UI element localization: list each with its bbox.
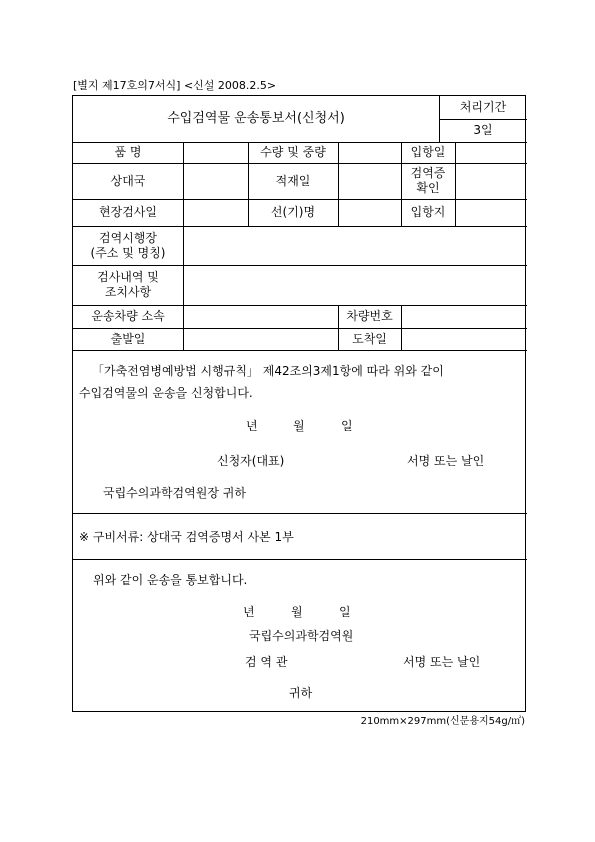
departure-date-label: 출발일 bbox=[110, 331, 146, 346]
item-name-field[interactable] bbox=[183, 142, 248, 163]
notice-month: 월 bbox=[291, 605, 303, 619]
application-text-line2: 수입검역물의 운송을 신청합니다. bbox=[79, 386, 253, 400]
destination-arrival-field[interactable] bbox=[401, 328, 527, 350]
inspection-date-field[interactable] bbox=[183, 199, 248, 226]
quarantine-cert-label-line1: 검역증 bbox=[410, 166, 446, 180]
form-number-note: [별지 제17호의7서식] <신설 2008.2.5> bbox=[73, 79, 277, 92]
vehicle-affiliation-label: 운송차량 소속 bbox=[91, 309, 165, 323]
required-documents-note: ※ 구비서류: 상대국 검역증명서 사본 1부 bbox=[79, 530, 294, 544]
inspection-result-label-line1: 검사내역 및 bbox=[97, 270, 159, 284]
ship-name-field[interactable] bbox=[338, 199, 401, 226]
quarantine-cert-label bbox=[401, 163, 455, 199]
paper-size-note: 210mm×297mm(신문용지54g/㎡) bbox=[360, 716, 525, 727]
inspection-site-field[interactable] bbox=[183, 226, 527, 265]
officer-signature-label: 서명 또는 날인 bbox=[403, 655, 481, 669]
transport-notice-form bbox=[72, 95, 526, 712]
arrival-date-label: 입항일 bbox=[410, 145, 446, 159]
loading-date-field[interactable] bbox=[338, 163, 401, 199]
notice-day: 일 bbox=[339, 605, 351, 619]
port-of-entry-label: 입항지 bbox=[410, 205, 446, 219]
ship-name-label: 선(기)명 bbox=[270, 205, 316, 219]
loading-date-label: 적재일 bbox=[275, 173, 311, 188]
application-year: 년 bbox=[246, 419, 258, 433]
inspection-site-label-line1: 검역시행장 bbox=[99, 230, 157, 245]
inspection-date-label: 현장검사일 bbox=[99, 205, 157, 219]
applicant-label: 신청자(대표) bbox=[217, 454, 285, 468]
quarantine-officer-label: 검 역 관 bbox=[245, 655, 288, 669]
counterpart-country-label: 상대국 bbox=[110, 173, 146, 188]
departure-date-field[interactable] bbox=[183, 328, 338, 350]
destination-arrival-label: 도착일 bbox=[352, 331, 387, 346]
inspection-result-label-line2: 조치사항 bbox=[104, 285, 152, 299]
notice-text: 위와 같이 운송을 통보합니다. bbox=[93, 573, 248, 587]
item-name-label: 품 명 bbox=[114, 145, 142, 159]
inspection-site-label bbox=[73, 226, 183, 265]
notice-year: 년 bbox=[243, 605, 255, 619]
inspection-site-label-line2: (주소 및 명칭) bbox=[90, 245, 166, 260]
inspection-result-field[interactable] bbox=[183, 265, 527, 305]
form-title: 수입검역물 운송통보서(신청서) bbox=[167, 110, 345, 126]
vehicle-number-label: 차량번호 bbox=[346, 309, 393, 323]
arrival-date-field[interactable] bbox=[455, 142, 527, 163]
processing-period-label: 처리기간 bbox=[459, 100, 507, 114]
counterpart-country-field[interactable] bbox=[183, 163, 248, 199]
processing-period-value: 3일 bbox=[473, 123, 493, 137]
application-day: 일 bbox=[341, 419, 353, 433]
port-of-entry-field[interactable] bbox=[455, 199, 527, 226]
quantity-weight-label: 수량 및 중량 bbox=[260, 145, 326, 159]
inspection-result-label bbox=[73, 265, 183, 305]
quarantine-cert-field[interactable] bbox=[455, 163, 527, 199]
notice-agency: 국립수의과학검역원 bbox=[249, 629, 354, 643]
notice-addressee: 귀하 bbox=[289, 686, 313, 700]
vehicle-affiliation-field[interactable] bbox=[183, 305, 338, 328]
application-addressee: 국립수의과학검역원장 귀하 bbox=[103, 486, 246, 500]
quarantine-cert-label-line2: 확인 bbox=[416, 181, 440, 195]
quantity-weight-field[interactable] bbox=[338, 142, 401, 163]
vehicle-number-field[interactable] bbox=[401, 305, 527, 328]
application-month: 월 bbox=[293, 419, 305, 433]
applicant-signature-label: 서명 또는 날인 bbox=[407, 454, 485, 468]
application-text-line1: 「가축전염병예방법 시행규칙」 제42조의3제1항에 따라 위와 같이 bbox=[92, 364, 444, 378]
